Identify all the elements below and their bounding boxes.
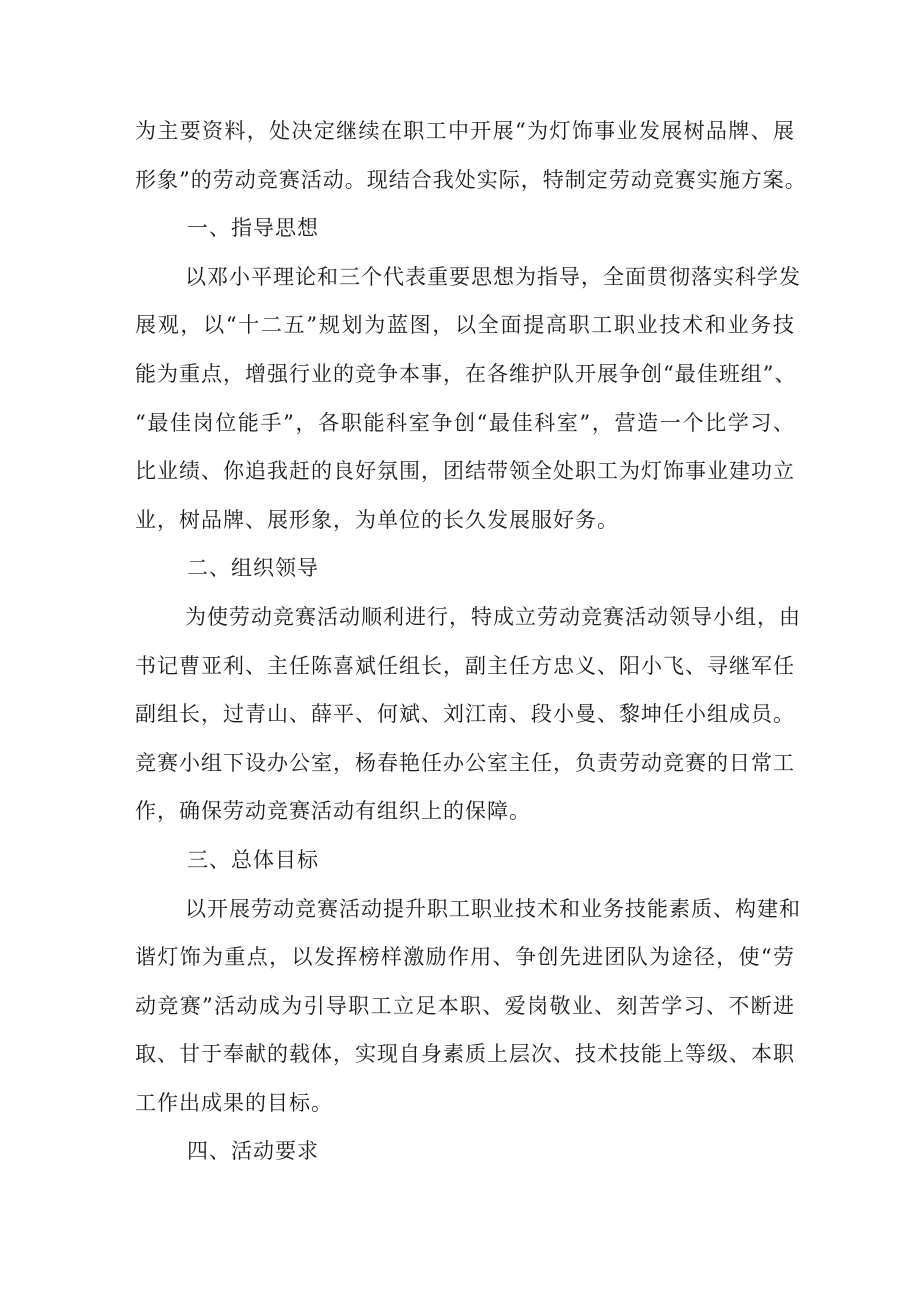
section-heading-overall-goals: 三、总体目标 bbox=[187, 847, 319, 872]
paragraph-line: 动竞赛”活动成为引导职工立足本职、爱岗敬业、刻苦学习、不断进 bbox=[135, 993, 795, 1018]
paragraph-line: 谐灯饰为重点，以发挥榜样激励作用、争创先进团队为途径，使“劳 bbox=[135, 945, 795, 970]
paragraph-line: 业，树品牌、展形象，为单位的长久发展服好务。 bbox=[135, 507, 619, 532]
paragraph-line: 展观，以“十二五”规划为蓝图，以全面提高职工职业技术和业务技 bbox=[135, 313, 795, 338]
paragraph-line: 形象”的劳动竞赛活动。现结合我处实际，特制定劳动竞赛实施方案。 bbox=[135, 167, 807, 192]
paragraph-line: 竞赛小组下设办公室，杨春艳任办公室主任，负责劳动竞赛的日常工 bbox=[135, 750, 795, 775]
section-heading-organization: 二、组织领导 bbox=[187, 556, 319, 581]
paragraph-line: 副组长，过青山、薛平、何斌、刘江南、段小曼、黎坤任小组成员。 bbox=[135, 702, 795, 727]
paragraph-line: 为使劳动竞赛活动顺利进行，特成立劳动竞赛活动领导小组，由 bbox=[185, 604, 801, 629]
paragraph-line: 以邓小平理论和三个代表重要思想为指导，全面贯彻落实科学发 bbox=[185, 264, 801, 289]
paragraph-line: “最佳岗位能手”，各职能科室争创“最佳科室”，营造一个比学习、 bbox=[135, 410, 795, 435]
section-heading-guiding-ideology: 一、指导思想 bbox=[187, 216, 319, 241]
paragraph-line: 比业绩、你追我赶的良好氛围，团结带领全处职工为灯饰事业建功立 bbox=[135, 459, 795, 484]
paragraph-line: 作，确保劳动竞赛活动有组织上的保障。 bbox=[135, 799, 531, 824]
paragraph-line: 为主要资料，处决定继续在职工中开展“为灯饰事业发展树品牌、展 bbox=[135, 119, 795, 143]
document-body bbox=[135, 107, 807, 1176]
paragraph-line: 书记曹亚利、主任陈喜斌任组长，副主任方忠义、阳小飞、寻继军任 bbox=[135, 653, 795, 678]
paragraph-line: 取、甘于奉献的载体，实现自身素质上层次、技术技能上等级、本职 bbox=[135, 1042, 795, 1067]
section-heading-activity-requirements: 四、活动要求 bbox=[187, 1139, 319, 1164]
paragraph-line: 能为重点，增强行业的竞争本事，在各维护队开展争创“最佳班组”、 bbox=[135, 361, 797, 386]
paragraph-line: 以开展劳动竞赛活动提升职工职业技术和业务技能素质、构建和 bbox=[185, 896, 801, 921]
paragraph-line: 工作出成果的目标。 bbox=[135, 1090, 333, 1115]
